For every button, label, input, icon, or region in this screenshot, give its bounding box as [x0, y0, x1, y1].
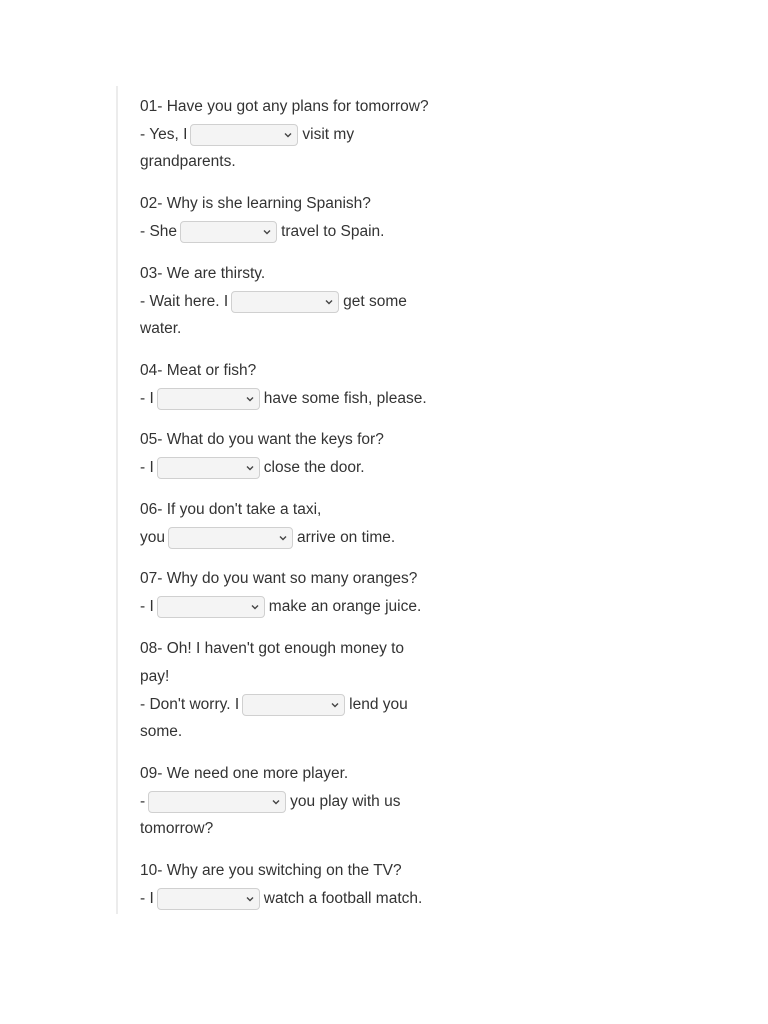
answer-select-04[interactable]	[157, 388, 260, 410]
answer-09: - you play with us	[140, 788, 400, 816]
answer-select-01[interactable]	[190, 124, 298, 146]
answer-03: - Wait here. I get some	[140, 288, 407, 316]
question-02: 02- Why is she learning Spanish?	[140, 195, 371, 212]
question-08: 08- Oh! I haven't got enough money to	[140, 640, 405, 657]
answer-select-03[interactable]	[231, 291, 339, 313]
chevron-down-icon	[271, 797, 281, 807]
answer-03-continued: water.	[140, 320, 182, 337]
answer-01-continued: grandparents.	[140, 153, 236, 170]
answer-select-06[interactable]	[168, 527, 293, 549]
answer-06: you arrive on time.	[140, 524, 395, 552]
answer-10: - I watch a football match.	[140, 885, 422, 913]
answer-08-continued: some.	[140, 723, 183, 740]
answer-select-07[interactable]	[157, 596, 265, 618]
answer-01: - Yes, I visit my	[140, 121, 354, 149]
answer-09-continued: tomorrow?	[140, 820, 214, 837]
answer-select-08[interactable]	[242, 694, 345, 716]
answer-04: - I have some fish, please.	[140, 385, 427, 413]
answer-08: - Don't worry. I lend you	[140, 691, 408, 719]
question-04: 04- Meat or fish?	[140, 362, 257, 379]
chevron-down-icon	[278, 533, 288, 543]
chevron-down-icon	[330, 700, 340, 710]
chevron-down-icon	[245, 894, 255, 904]
question-05: 05- What do you want the keys for?	[140, 431, 384, 448]
question-10: 10- Why are you switching on the TV?	[140, 862, 402, 879]
answer-02: - She travel to Spain.	[140, 218, 384, 246]
chevron-down-icon	[250, 602, 260, 612]
chevron-down-icon	[245, 463, 255, 473]
question-06: 06- If you don't take a taxi,	[140, 501, 322, 518]
question-08-continued: pay!	[140, 668, 170, 685]
question-03: 03- We are thirsty.	[140, 265, 266, 282]
chevron-down-icon	[324, 297, 334, 307]
answer-select-10[interactable]	[157, 888, 260, 910]
chevron-down-icon	[262, 227, 272, 237]
answer-07: - I make an orange juice.	[140, 593, 421, 621]
question-09: 09- We need one more player.	[140, 765, 349, 782]
question-01: 01- Have you got any plans for tomorrow?	[140, 98, 429, 115]
answer-select-09[interactable]	[148, 791, 286, 813]
chevron-down-icon	[245, 394, 255, 404]
answer-select-05[interactable]	[157, 457, 260, 479]
chevron-down-icon	[283, 130, 293, 140]
answer-select-02[interactable]	[180, 221, 277, 243]
answer-05: - I close the door.	[140, 454, 365, 482]
question-07: 07- Why do you want so many oranges?	[140, 570, 418, 587]
